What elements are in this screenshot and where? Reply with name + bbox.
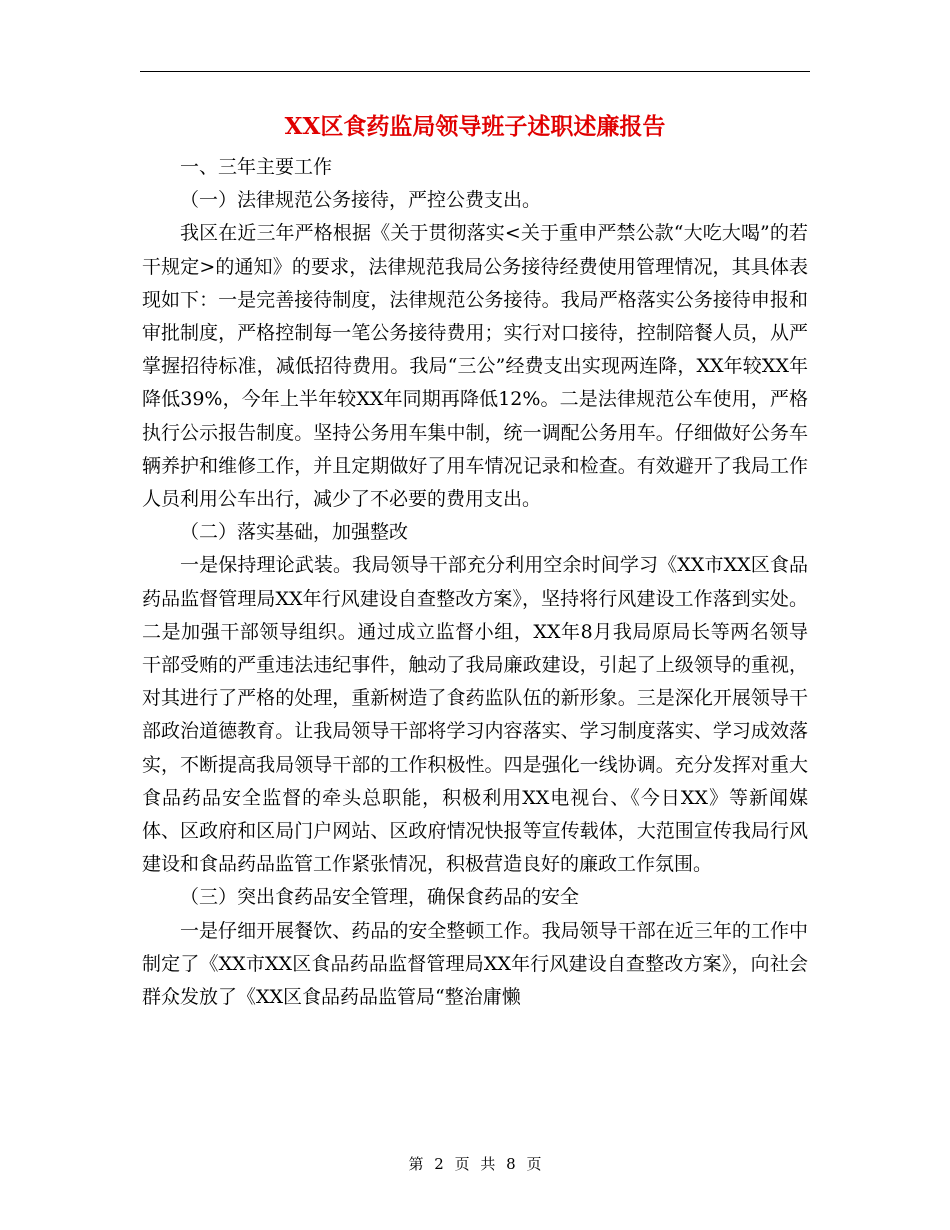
document-title: XX区食药监局领导班子述职述廉报告 <box>284 113 666 140</box>
subsection-heading: （三）突出食药品安全管理，确保食药品的安全 <box>180 886 580 909</box>
subsection-heading: （一）法律规范公务接待，严控公费支出。 <box>180 189 542 212</box>
page-number: 第 2 页 共 8 页 <box>408 1155 542 1173</box>
subsection-heading: （二）落实基础，加强整改 <box>180 521 409 544</box>
header-rule <box>140 71 810 72</box>
section-heading: 一、三年主要工作 <box>180 156 333 178</box>
document-body <box>142 151 808 1014</box>
body-paragraph: 一是保持理论武装。我局领导干部充分利用空余时间学习《XX市XX区食品药品监督管理局XX年行风建设自查整改方案》，坚持将行风建设工作落到实处。二是加强干部领导组织。通过成立监督小组，XX年8月我局原局长等两名领导干部受贿的严重违法违纪事件，触动了我局廉政建设，引起了上级领导的重视，对其进行了严格的处理，重新树造了食药监队伍的新形象。三是深化开展领导干部政治道德教育。让我局领导干部将学习内容落实、学习制度落实、学习成效落实，不断提高我局领导干部的工作积极性。四是强化一线协调。充分发挥对重大食品药品安全监督的牵头总职能，积极利用XX电视台、《今日XX》等新闻媒体、区政府和区局门户网站、区政府情况快报等宣传载体，大范围宣传我局行风建设和食品药品监管工作紧张情况，积极营造良好的廉政工作氛围。 <box>142 554 808 876</box>
body-paragraph: 一是仔细开展餐饮、药品的安全整顿工作。我局领导干部在近三年的工作中制定了《XX市XX区食品药品监督管理局XX年行风建设自查整改方案》，向社会群众发放了《XX区食品药品监管局“整治庸懒 <box>142 919 808 1009</box>
body-paragraph: 我区在近三年严格根据《关于贯彻落实<关于重申严禁公款“大吃大喝”的若干规定>的通知》的要求，法律规范我局公务接待经费使用管理情况，其具体表现如下：一是完善接待制度，法律规范公务接待。我局严格落实公务接待申报和审批制度，严格控制每一笔公务接待费用；实行对口接待，控制陪餐人员，从严掌握招待标准，减低招待费用。我局“三公”经费支出实现两连降，XX年较XX年降低39%，今年上半年较XX年同期再降低12%。二是法律规范公车使用，严格执行公示报告制度。坚持公务用车集中制，统一调配公务用车。仔细做好公务车辆养护和维修工作，并且定期做好了用车情况记录和检查。有效避开了我局工作人员利用公车出行，减少了不必要的费用支出。 <box>142 222 808 511</box>
